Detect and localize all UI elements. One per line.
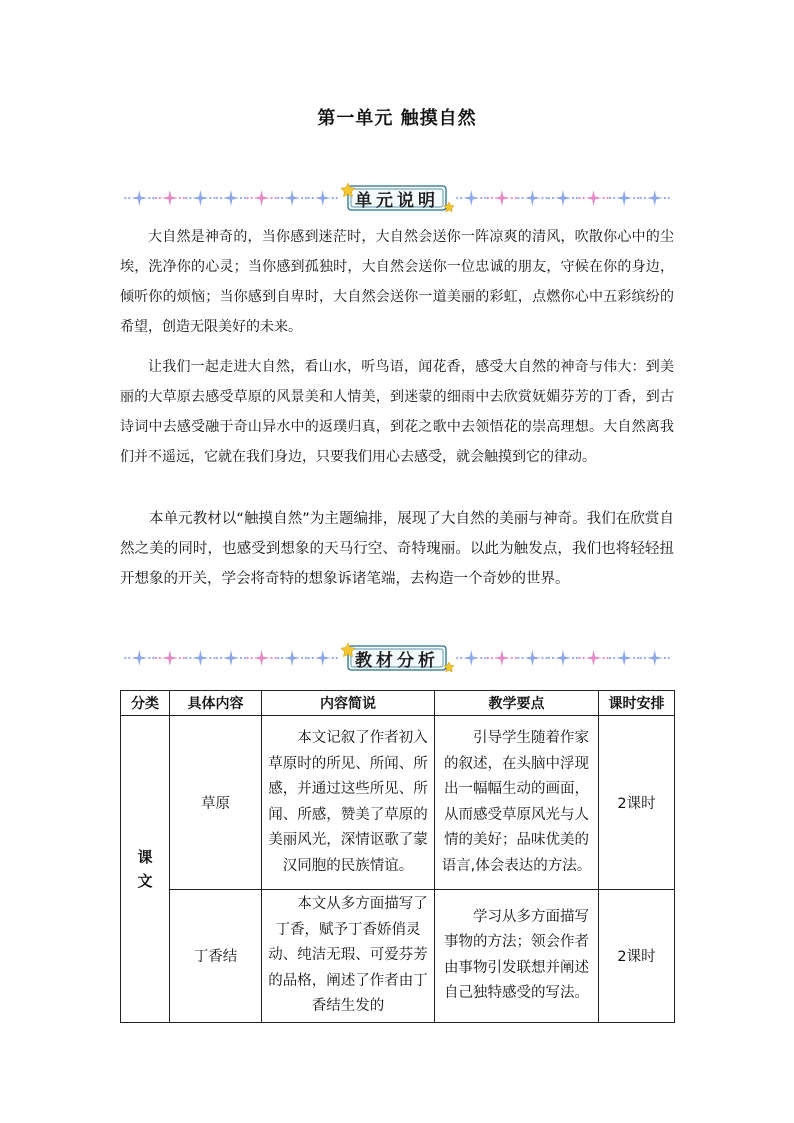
sparkle-dot xyxy=(270,657,272,659)
sparkle-icon xyxy=(524,190,540,206)
sparkle-dot xyxy=(606,197,608,199)
sparkle-icon xyxy=(131,650,147,666)
sparkle-dot xyxy=(644,197,646,199)
sparkle-dot xyxy=(511,197,513,199)
sparkle-dot xyxy=(582,197,584,199)
sparkle-icon xyxy=(616,190,632,206)
sparkle-dot xyxy=(124,657,126,659)
sparkle-dot xyxy=(148,657,150,659)
sparkle-icon xyxy=(555,650,571,666)
category-cell xyxy=(121,716,170,1023)
sparkle-dot xyxy=(578,657,580,659)
sparkle-dot xyxy=(602,197,604,199)
sparkle-dot xyxy=(487,657,489,659)
sparkle-dot xyxy=(274,657,276,659)
sparkle-dot xyxy=(487,197,489,199)
sparkle-dot xyxy=(668,657,670,659)
sparkle-dot xyxy=(602,657,604,659)
sparkle-dot xyxy=(515,657,517,659)
sparkle-dot xyxy=(246,657,248,659)
table-row xyxy=(121,716,675,890)
section-label: 单元说明 xyxy=(355,190,439,211)
sparkle-dot xyxy=(336,197,338,199)
sparkle-dot xyxy=(517,657,519,659)
sparkle-dot xyxy=(305,657,307,659)
sparkle-icon xyxy=(223,190,239,206)
sparkle-dot xyxy=(124,197,126,199)
sparkle-icon xyxy=(223,650,239,666)
sparkle-dot xyxy=(668,197,670,199)
table-row xyxy=(121,890,675,1023)
analysis-table xyxy=(120,690,675,1023)
sparkle-dot xyxy=(220,197,222,199)
sparkle-dot xyxy=(312,657,314,659)
sparkle-icon xyxy=(192,650,208,666)
sparkle-dot xyxy=(545,197,547,199)
sparkle-dot xyxy=(213,657,215,659)
sparkle-dot xyxy=(633,657,635,659)
sparkle-icon xyxy=(254,190,270,206)
header-category: 分类 xyxy=(121,691,170,716)
sparkle-icon xyxy=(586,190,602,206)
sparkle-dot xyxy=(277,657,279,659)
sparkle-dot xyxy=(179,657,181,659)
sparkle-dot xyxy=(552,197,554,199)
sparkle-dot xyxy=(332,197,334,199)
sparkle-dot xyxy=(308,657,310,659)
sparkle-dot xyxy=(548,197,550,199)
sparkle-icon xyxy=(586,650,602,666)
sparkle-icon xyxy=(463,190,479,206)
sparkle-dot xyxy=(216,657,218,659)
sparkle-icon xyxy=(254,650,270,666)
sparkle-dot xyxy=(548,657,550,659)
header-summary: 内容简说 xyxy=(262,691,435,716)
sparkle-dot xyxy=(572,657,574,659)
content-cell: 丁香结 xyxy=(170,890,262,1023)
header-hours: 课时安排 xyxy=(599,691,675,716)
sparkle-dot xyxy=(152,657,154,659)
sparkle-icon xyxy=(284,650,300,666)
sparkle-dot xyxy=(613,657,615,659)
sparkle-dot xyxy=(209,657,211,659)
sparkle-dot xyxy=(240,657,242,659)
textbook-analysis-banner xyxy=(120,643,674,673)
sparkle-dot xyxy=(220,657,222,659)
sparkle-dot xyxy=(644,657,646,659)
sparkle-dot xyxy=(606,657,608,659)
sparkle-dot xyxy=(155,197,157,199)
sparkle-dot xyxy=(213,197,215,199)
sparkle-icon xyxy=(284,190,300,206)
sparkle-dot xyxy=(545,657,547,659)
sparkle-dot xyxy=(159,197,161,199)
category-label: 课 文 xyxy=(137,847,153,890)
teaching-points-text: 引导学生随着作家的叙述，在头脑中浮现出一幅幅生动的画面，从而感受草原风光与人情的美好；品味优美的语言,体会表达的方法。 xyxy=(441,730,592,874)
sparkle-dot xyxy=(281,657,283,659)
sparkle-icon xyxy=(131,190,147,206)
sparkle-dot xyxy=(250,197,252,199)
sparkle-dot xyxy=(183,657,185,659)
sparkle-icon xyxy=(555,190,571,206)
sparkle-dot xyxy=(609,657,611,659)
page-title: 第一单元 触摸自然 xyxy=(317,108,477,129)
sparkle-dot xyxy=(332,657,334,659)
sparkle-dot xyxy=(637,197,639,199)
sparkle-dot xyxy=(270,197,272,199)
paragraph: 大自然是神奇的，当你感到迷茫时，大自然会送你一阵凉爽的清风，吹散你心中的尘埃，洗净你的心灵；当你感到孤独时，大自然会送你一位忠诚的朋友，守候在你的身边，倾听你的烦恼；当你感到自卑时，大自然会送你一道美丽的彩虹，点燃你心中五彩缤纷的希望，创造无限美好的未来。 xyxy=(120,229,674,335)
sparkle-icon xyxy=(315,650,331,666)
sparkle-dot xyxy=(480,197,482,199)
sparkle-icon xyxy=(162,190,178,206)
sparkle-dot xyxy=(189,657,191,659)
sparkle-dot xyxy=(613,197,615,199)
sparkle-dot xyxy=(179,197,181,199)
sparkle-dot xyxy=(541,657,543,659)
sparkle-dot xyxy=(185,197,187,199)
sparkle-dot xyxy=(301,197,303,199)
summary-text: 本文记叙了作者初入草原时的所见、所闻、所感，并通过这些所见、所闻、所感，赞美了草原的美丽风光，深情讴歌了蒙汉同胞的民族情谊。 xyxy=(268,730,428,874)
sparkle-dot xyxy=(515,197,517,199)
summary-cell xyxy=(262,890,435,1023)
sparkle-dot xyxy=(640,657,642,659)
sparkle-dot xyxy=(128,657,130,659)
sparkle-dot xyxy=(274,197,276,199)
sparkle-dot xyxy=(484,197,486,199)
sparkle-dot xyxy=(128,197,130,199)
sparkle-dot xyxy=(576,197,578,199)
sparkle-dot xyxy=(209,197,211,199)
sparkle-dot xyxy=(460,657,462,659)
sparkle-dot xyxy=(572,197,574,199)
sparkle-icon xyxy=(463,650,479,666)
sparkle-dot xyxy=(281,197,283,199)
summary-cell xyxy=(262,716,435,890)
content-cell: 草原 xyxy=(170,716,262,890)
sparkle-dot xyxy=(152,197,154,199)
sparkle-dot xyxy=(576,657,578,659)
sparkle-dot xyxy=(312,197,314,199)
sparkle-dot xyxy=(189,197,191,199)
sparkle-icon xyxy=(162,650,178,666)
header-content: 具体内容 xyxy=(170,691,262,716)
summary-text: 本文从多方面描写了丁香，赋予丁香娇俏灵动、纯洁无瑕、可爱芬芳的品格，阐述了作者由丁香结生发的 xyxy=(268,896,428,1014)
section-label: 教材分析 xyxy=(355,650,439,671)
sparkle-dot xyxy=(640,197,642,199)
sparkle-dot xyxy=(216,197,218,199)
sparkle-dot xyxy=(480,657,482,659)
teaching-points-cell xyxy=(435,890,599,1023)
sparkle-dot xyxy=(456,197,458,199)
sparkle-dot xyxy=(308,197,310,199)
sparkle-dot xyxy=(244,657,246,659)
sparkle-dot xyxy=(578,197,580,199)
sparkle-dot xyxy=(301,657,303,659)
teaching-points-text: 学习从多方面描写事物的方法；领会作者由事物引发联想并阐述自己独特感受的写法。 xyxy=(444,908,589,1002)
sparkle-dot xyxy=(183,197,185,199)
sparkle-icon xyxy=(616,650,632,666)
sparkle-dot xyxy=(155,657,157,659)
sparkle-dot xyxy=(609,197,611,199)
sparkle-dot xyxy=(246,197,248,199)
teaching-points-cell xyxy=(435,716,599,890)
sparkle-dot xyxy=(305,197,307,199)
sparkle-dot xyxy=(511,657,513,659)
sparkle-icon xyxy=(494,650,510,666)
sparkle-dot xyxy=(664,657,666,659)
sparkle-dot xyxy=(244,197,246,199)
sparkle-dot xyxy=(582,657,584,659)
header-teaching-points: 教学要点 xyxy=(435,691,599,716)
sparkle-dot xyxy=(541,197,543,199)
hours-cell: 2课时 xyxy=(599,890,675,1023)
sparkle-dot xyxy=(552,657,554,659)
paragraph: 本单元教材以“触摸自然”为主题编排，展现了大自然的美丽与神奇。我们在欣赏自然之美的同时，也感受到想象的天马行空、奇特瑰丽。以此为触发点，我们也将轻轻扭开想象的开关，学会将奇特的想象诉诸笔端，去构造一个奇妙的世界。 xyxy=(120,511,674,587)
sparkle-dot xyxy=(250,657,252,659)
sparkle-icon xyxy=(192,190,208,206)
sparkle-dot xyxy=(491,657,493,659)
unit-description-banner xyxy=(120,183,674,213)
sparkle-dot xyxy=(159,657,161,659)
sparkle-dot xyxy=(491,197,493,199)
sparkle-dot xyxy=(517,197,519,199)
paragraph: 让我们一起走进大自然，看山水，听鸟语，闻花香，感受大自然的神奇与伟大：到美丽的大草原去感受草原的风景美和人情美，到迷蒙的细雨中去欣赏妩媚芬芳的丁香，到古诗词中去感受融于奇山异水中的返璞归真，到花之歌中去领悟花的崇高理想。大自然离我们并不遥远，它就在我们身边，只要我们用心去感受，就会触摸到它的律动。 xyxy=(120,359,674,465)
sparkle-icon xyxy=(647,650,663,666)
sparkle-dot xyxy=(185,657,187,659)
sparkle-icon xyxy=(524,650,540,666)
sparkle-dot xyxy=(664,197,666,199)
sparkle-icon xyxy=(647,190,663,206)
sparkle-dot xyxy=(633,197,635,199)
sparkle-icon xyxy=(494,190,510,206)
sparkle-dot xyxy=(637,657,639,659)
sparkle-dot xyxy=(148,197,150,199)
sparkle-dot xyxy=(521,657,523,659)
sparkle-dot xyxy=(240,197,242,199)
sparkle-dot xyxy=(484,657,486,659)
sparkle-dot xyxy=(460,197,462,199)
sparkle-dot xyxy=(277,197,279,199)
sparkle-dot xyxy=(521,197,523,199)
table-header-row xyxy=(121,691,675,716)
hours-cell: 2课时 xyxy=(599,716,675,890)
sparkle-dot xyxy=(456,657,458,659)
sparkle-icon xyxy=(315,190,331,206)
sparkle-dot xyxy=(336,657,338,659)
